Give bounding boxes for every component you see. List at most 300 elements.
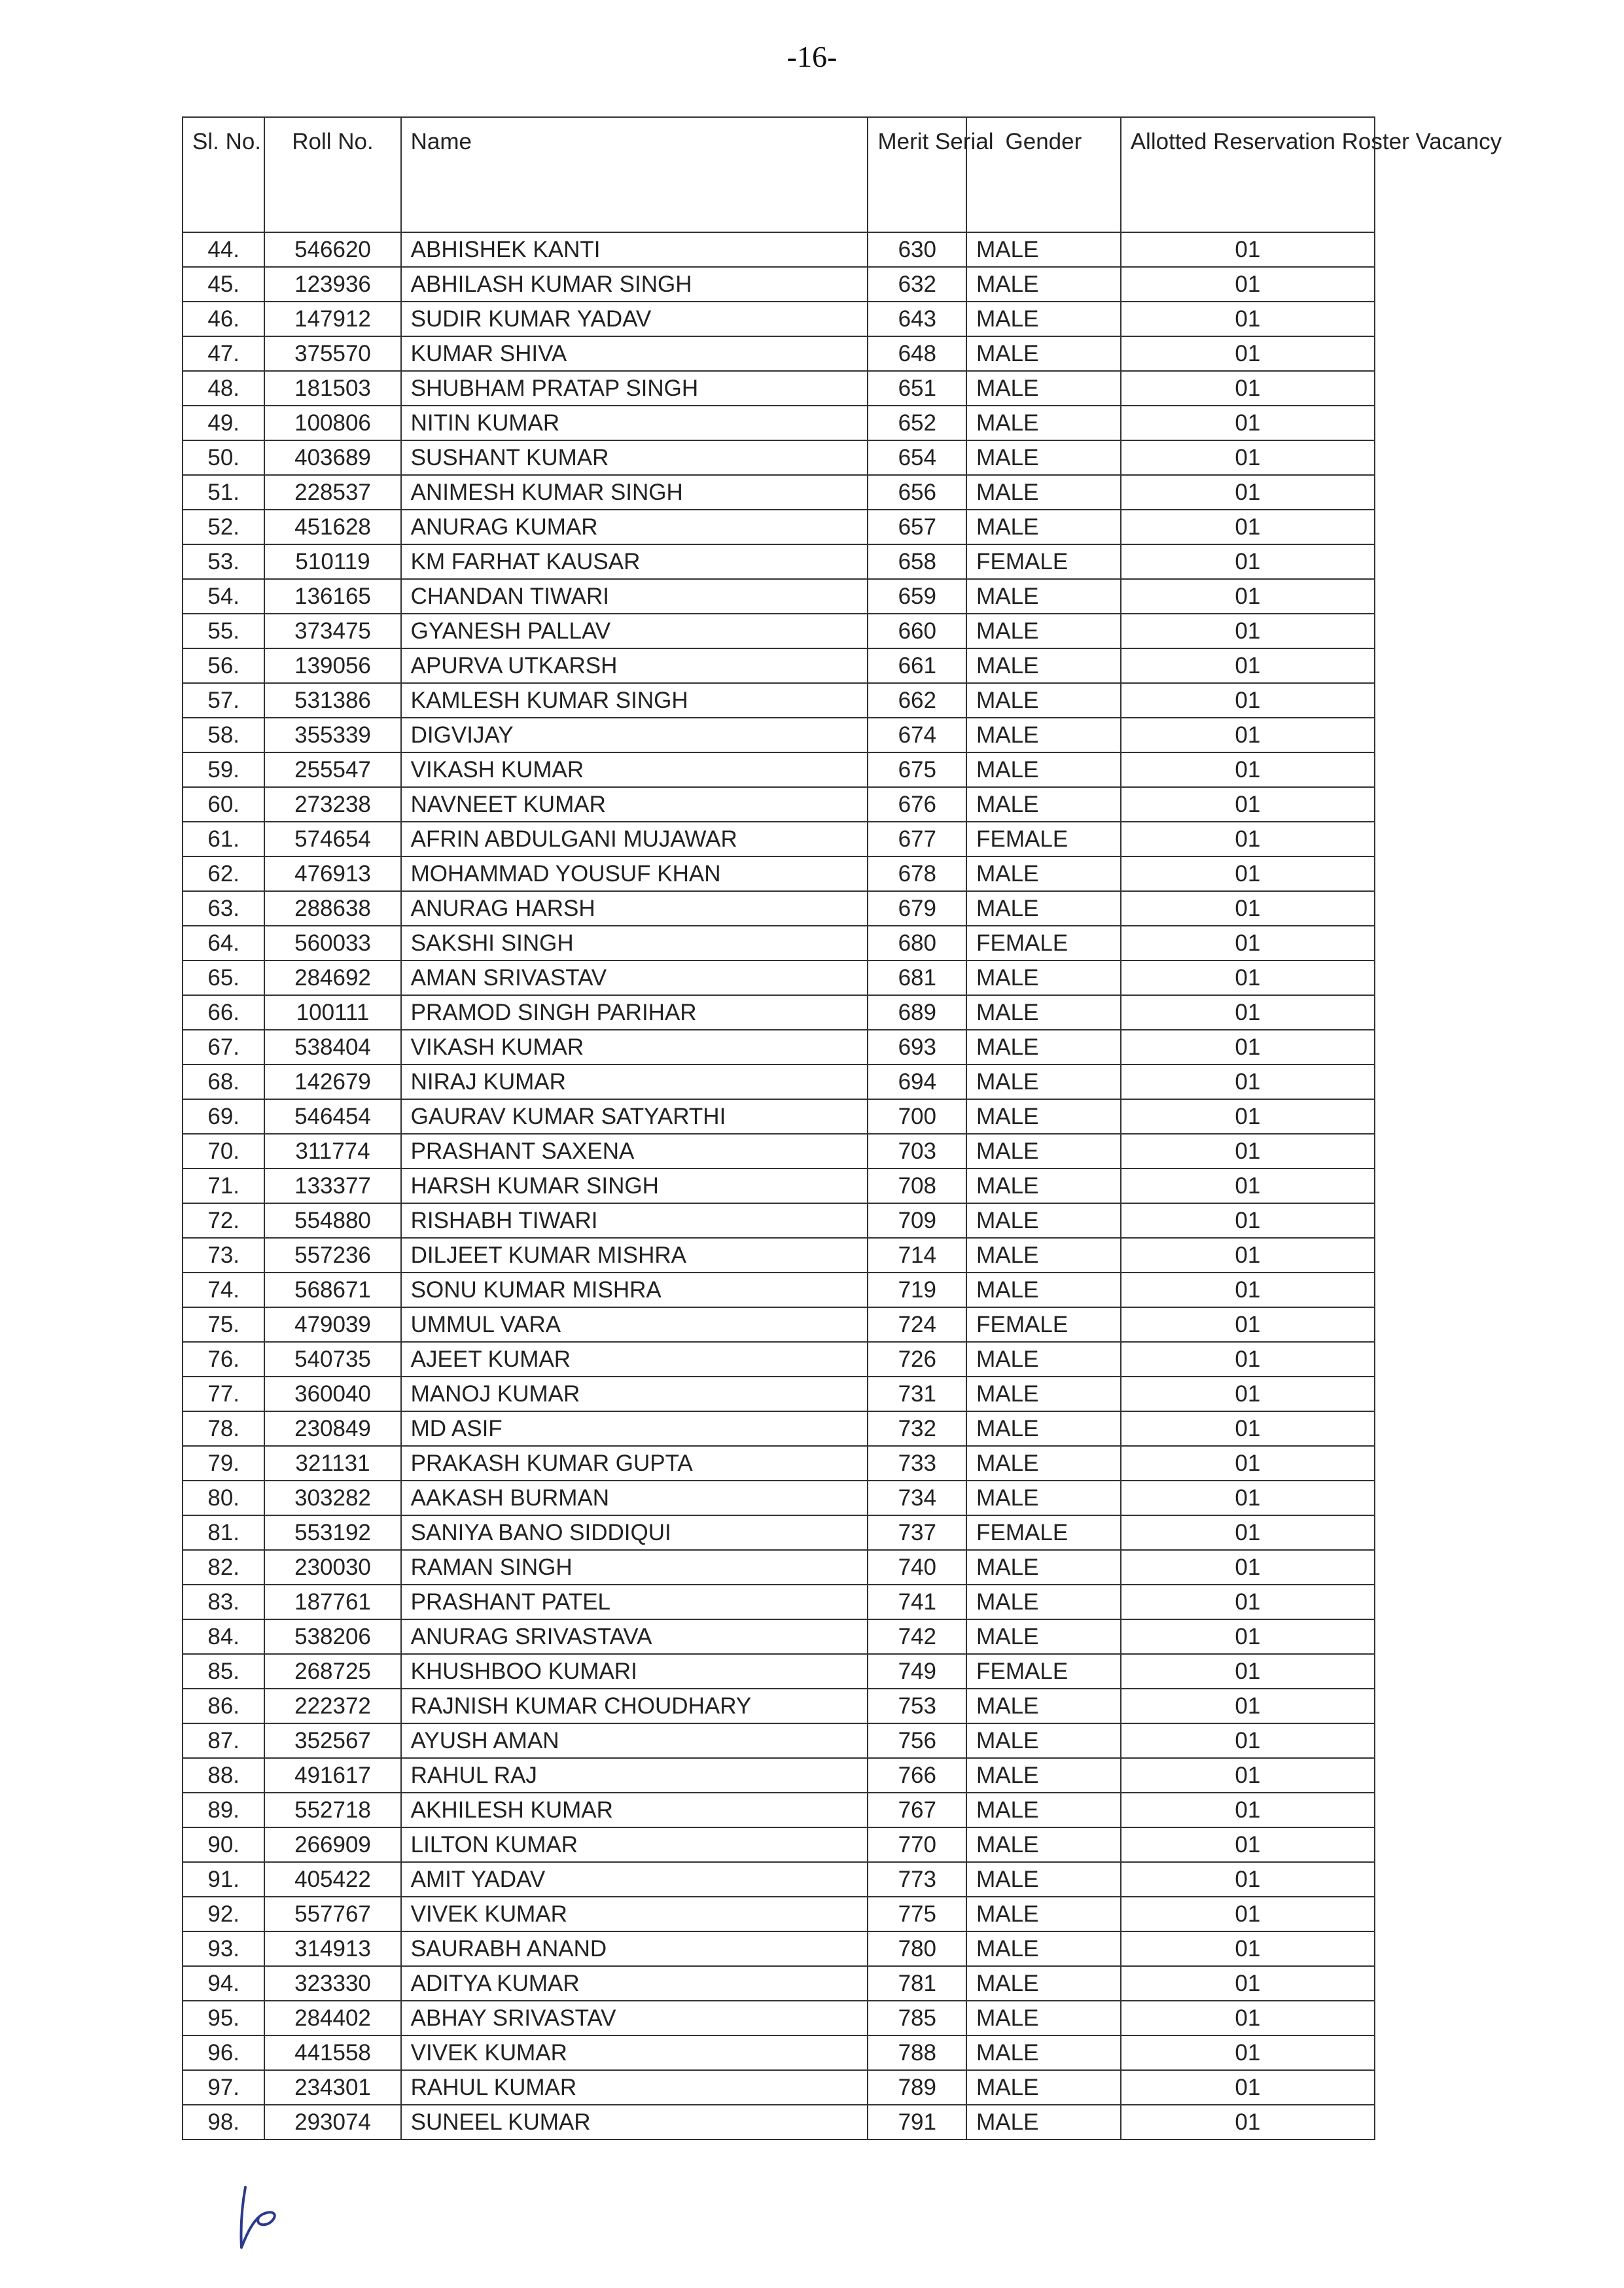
row-merit-serial: 654 <box>868 440 966 475</box>
table-row <box>183 440 1375 475</box>
row-gender: MALE <box>966 579 1121 614</box>
table-row <box>183 1411 1375 1446</box>
row-merit-serial: 791 <box>868 2105 966 2139</box>
row-sl-no: 87. <box>183 1723 264 1758</box>
row-roll-no: 321131 <box>264 1446 400 1481</box>
row-merit-serial: 775 <box>868 1897 966 1931</box>
row-roll-no: 451628 <box>264 510 400 544</box>
row-name: LILTON KUMAR <box>401 1827 868 1862</box>
row-merit-serial: 734 <box>868 1481 966 1515</box>
row-name: SONU KUMAR MISHRA <box>401 1273 868 1307</box>
row-merit-serial: 689 <box>868 995 966 1030</box>
row-gender: MALE <box>966 232 1121 267</box>
table-row <box>183 1203 1375 1238</box>
table-row <box>183 475 1375 510</box>
row-name: AFRIN ABDULGANI MUJAWAR <box>401 822 868 856</box>
row-sl-no: 91. <box>183 1862 264 1897</box>
row-roll-no: 491617 <box>264 1758 400 1793</box>
row-sl-no: 79. <box>183 1446 264 1481</box>
row-merit-serial: 785 <box>868 2001 966 2035</box>
row-roll-no: 147912 <box>264 302 400 336</box>
row-vacancy: 01 <box>1121 406 1375 440</box>
row-sl-no: 68. <box>183 1065 264 1099</box>
row-name: NITIN KUMAR <box>401 406 868 440</box>
row-vacancy: 01 <box>1121 1411 1375 1446</box>
row-name: PRAKASH KUMAR GUPTA <box>401 1446 868 1481</box>
row-merit-serial: 677 <box>868 822 966 856</box>
row-name: SHUBHAM PRATAP SINGH <box>401 371 868 406</box>
row-gender: MALE <box>966 1481 1121 1515</box>
row-roll-no: 288638 <box>264 891 400 926</box>
row-merit-serial: 719 <box>868 1273 966 1307</box>
row-roll-no: 405422 <box>264 1862 400 1897</box>
row-merit-serial: 741 <box>868 1585 966 1619</box>
row-merit-serial: 732 <box>868 1411 966 1446</box>
table-row <box>183 926 1375 960</box>
row-merit-serial: 770 <box>868 1827 966 1862</box>
row-gender: MALE <box>966 1758 1121 1793</box>
row-vacancy: 01 <box>1121 1654 1375 1689</box>
row-sl-no: 44. <box>183 232 264 267</box>
table-row <box>183 1307 1375 1342</box>
row-gender: MALE <box>966 1203 1121 1238</box>
row-sl-no: 60. <box>183 787 264 822</box>
row-sl-no: 85. <box>183 1654 264 1689</box>
row-gender: MALE <box>966 1966 1121 2001</box>
row-sl-no: 51. <box>183 475 264 510</box>
row-merit-serial: 694 <box>868 1065 966 1099</box>
row-gender: FEMALE <box>966 926 1121 960</box>
row-gender: MALE <box>966 475 1121 510</box>
row-roll-no: 538404 <box>264 1030 400 1065</box>
row-sl-no: 67. <box>183 1030 264 1065</box>
row-merit-serial: 657 <box>868 510 966 544</box>
row-gender: MALE <box>966 2105 1121 2139</box>
row-roll-no: 352567 <box>264 1723 400 1758</box>
row-sl-no: 50. <box>183 440 264 475</box>
row-gender: MALE <box>966 302 1121 336</box>
row-merit-serial: 678 <box>868 856 966 891</box>
table-row <box>183 2035 1375 2070</box>
row-gender: MALE <box>966 1793 1121 1827</box>
row-vacancy: 01 <box>1121 2070 1375 2105</box>
row-vacancy: 01 <box>1121 1377 1375 1411</box>
row-sl-no: 74. <box>183 1273 264 1307</box>
table-row <box>183 1030 1375 1065</box>
row-name: KAMLESH KUMAR SINGH <box>401 683 868 718</box>
row-gender: MALE <box>966 267 1121 302</box>
row-name: SANIYA BANO SIDDIQUI <box>401 1515 868 1550</box>
table-row <box>183 1342 1375 1377</box>
row-name: RAHUL KUMAR <box>401 2070 868 2105</box>
row-roll-no: 553192 <box>264 1515 400 1550</box>
row-name: UMMUL VARA <box>401 1307 868 1342</box>
row-sl-no: 92. <box>183 1897 264 1931</box>
row-vacancy: 01 <box>1121 960 1375 995</box>
row-name: VIKASH KUMAR <box>401 1030 868 1065</box>
table-row <box>183 1793 1375 1827</box>
row-sl-no: 54. <box>183 579 264 614</box>
row-merit-serial: 681 <box>868 960 966 995</box>
row-sl-no: 62. <box>183 856 264 891</box>
row-merit-serial: 658 <box>868 544 966 579</box>
row-merit-serial: 753 <box>868 1689 966 1723</box>
table-row <box>183 544 1375 579</box>
row-sl-no: 45. <box>183 267 264 302</box>
row-sl-no: 93. <box>183 1931 264 1966</box>
table-row <box>183 371 1375 406</box>
row-name: SUSHANT KUMAR <box>401 440 868 475</box>
row-name: SAKSHI SINGH <box>401 926 868 960</box>
table-row <box>183 683 1375 718</box>
row-gender: MALE <box>966 510 1121 544</box>
row-merit-serial: 674 <box>868 718 966 752</box>
row-sl-no: 84. <box>183 1619 264 1654</box>
row-sl-no: 88. <box>183 1758 264 1793</box>
row-merit-serial: 660 <box>868 614 966 648</box>
row-sl-no: 83. <box>183 1585 264 1619</box>
row-name: VIVEK KUMAR <box>401 2035 868 2070</box>
row-gender: MALE <box>966 371 1121 406</box>
row-sl-no: 95. <box>183 2001 264 2035</box>
table-row <box>183 891 1375 926</box>
row-roll-no: 574654 <box>264 822 400 856</box>
row-roll-no: 255547 <box>264 752 400 787</box>
row-vacancy: 01 <box>1121 336 1375 371</box>
table-row <box>183 1550 1375 1585</box>
row-vacancy: 01 <box>1121 1515 1375 1550</box>
row-name: ANURAG HARSH <box>401 891 868 926</box>
row-name: PRASHANT SAXENA <box>401 1134 868 1169</box>
row-gender: MALE <box>966 1134 1121 1169</box>
row-merit-serial: 742 <box>868 1619 966 1654</box>
row-name: NAVNEET KUMAR <box>401 787 868 822</box>
row-merit-serial: 662 <box>868 683 966 718</box>
row-sl-no: 69. <box>183 1099 264 1134</box>
table-row <box>183 1897 1375 1931</box>
row-gender: MALE <box>966 1411 1121 1446</box>
row-name: ABHILASH KUMAR SINGH <box>401 267 868 302</box>
row-sl-no: 52. <box>183 510 264 544</box>
row-gender: MALE <box>966 1099 1121 1134</box>
row-sl-no: 80. <box>183 1481 264 1515</box>
table-row <box>183 1689 1375 1723</box>
row-sl-no: 76. <box>183 1342 264 1377</box>
header-row <box>183 117 1375 232</box>
row-name: MANOJ KUMAR <box>401 1377 868 1411</box>
row-merit-serial: 781 <box>868 1966 966 2001</box>
row-sl-no: 75. <box>183 1307 264 1342</box>
row-roll-no: 403689 <box>264 440 400 475</box>
row-vacancy: 01 <box>1121 2105 1375 2139</box>
row-roll-no: 234301 <box>264 2070 400 2105</box>
header-vacancy: Allotted Reservation Roster Vacancy <box>1121 117 1375 232</box>
row-sl-no: 89. <box>183 1793 264 1827</box>
row-vacancy: 01 <box>1121 1931 1375 1966</box>
row-gender: MALE <box>966 960 1121 995</box>
row-gender: FEMALE <box>966 1307 1121 1342</box>
row-gender: MALE <box>966 1827 1121 1862</box>
row-gender: MALE <box>966 1342 1121 1377</box>
row-vacancy: 01 <box>1121 752 1375 787</box>
row-sl-no: 53. <box>183 544 264 579</box>
row-merit-serial: 652 <box>868 406 966 440</box>
row-name: AAKASH BURMAN <box>401 1481 868 1515</box>
row-vacancy: 01 <box>1121 1619 1375 1654</box>
row-merit-serial: 773 <box>868 1862 966 1897</box>
row-vacancy: 01 <box>1121 1169 1375 1203</box>
row-roll-no: 546454 <box>264 1099 400 1134</box>
row-vacancy: 01 <box>1121 891 1375 926</box>
row-name: GYANESH PALLAV <box>401 614 868 648</box>
row-roll-no: 139056 <box>264 648 400 683</box>
row-vacancy: 01 <box>1121 1758 1375 1793</box>
row-roll-no: 100806 <box>264 406 400 440</box>
row-roll-no: 373475 <box>264 614 400 648</box>
row-vacancy: 01 <box>1121 822 1375 856</box>
row-name: RISHABH TIWARI <box>401 1203 868 1238</box>
row-roll-no: 230849 <box>264 1411 400 1446</box>
table-row <box>183 1099 1375 1134</box>
header-gender: Gender <box>966 117 1121 232</box>
row-name: KHUSHBOO KUMARI <box>401 1654 868 1689</box>
table-row <box>183 406 1375 440</box>
row-roll-no: 546620 <box>264 232 400 267</box>
row-roll-no: 554880 <box>264 1203 400 1238</box>
table-row <box>183 822 1375 856</box>
row-name: ANURAG KUMAR <box>401 510 868 544</box>
row-gender: MALE <box>966 1619 1121 1654</box>
table-row <box>183 1134 1375 1169</box>
row-name: ADITYA KUMAR <box>401 1966 868 2001</box>
row-gender: MALE <box>966 1030 1121 1065</box>
row-merit-serial: 709 <box>868 1203 966 1238</box>
row-gender: MALE <box>966 1273 1121 1307</box>
row-vacancy: 01 <box>1121 1065 1375 1099</box>
row-vacancy: 01 <box>1121 1862 1375 1897</box>
row-roll-no: 375570 <box>264 336 400 371</box>
row-gender: MALE <box>966 1550 1121 1585</box>
row-gender: MALE <box>966 1377 1121 1411</box>
row-gender: FEMALE <box>966 822 1121 856</box>
row-roll-no: 552718 <box>264 1793 400 1827</box>
row-vacancy: 01 <box>1121 787 1375 822</box>
row-gender: MALE <box>966 2001 1121 2035</box>
row-gender: MALE <box>966 1931 1121 1966</box>
row-sl-no: 82. <box>183 1550 264 1585</box>
row-sl-no: 86. <box>183 1689 264 1723</box>
row-roll-no: 230030 <box>264 1550 400 1585</box>
row-roll-no: 181503 <box>264 371 400 406</box>
row-merit-serial: 648 <box>868 336 966 371</box>
row-merit-serial: 788 <box>868 2035 966 2070</box>
allotment-table <box>182 116 1502 2140</box>
row-vacancy: 01 <box>1121 2035 1375 2070</box>
row-vacancy: 01 <box>1121 1481 1375 1515</box>
table-row <box>183 856 1375 891</box>
table-row <box>183 752 1375 787</box>
row-merit-serial: 703 <box>868 1134 966 1169</box>
row-name: AYUSH AMAN <box>401 1723 868 1758</box>
row-roll-no: 311774 <box>264 1134 400 1169</box>
row-vacancy: 01 <box>1121 1793 1375 1827</box>
row-sl-no: 49. <box>183 406 264 440</box>
row-sl-no: 56. <box>183 648 264 683</box>
row-vacancy: 01 <box>1121 232 1375 267</box>
table-row <box>183 995 1375 1030</box>
table-row <box>183 648 1375 683</box>
table-row <box>183 2070 1375 2105</box>
row-vacancy: 01 <box>1121 1238 1375 1273</box>
row-sl-no: 57. <box>183 683 264 718</box>
row-merit-serial: 737 <box>868 1515 966 1550</box>
row-name: KM FARHAT KAUSAR <box>401 544 868 579</box>
row-vacancy: 01 <box>1121 1134 1375 1169</box>
table-row <box>183 1273 1375 1307</box>
row-name: RAJNISH KUMAR CHOUDHARY <box>401 1689 868 1723</box>
row-name: APURVA UTKARSH <box>401 648 868 683</box>
row-vacancy: 01 <box>1121 510 1375 544</box>
row-merit-serial: 676 <box>868 787 966 822</box>
row-name: AKHILESH KUMAR <box>401 1793 868 1827</box>
row-sl-no: 98. <box>183 2105 264 2139</box>
row-merit-serial: 766 <box>868 1758 966 1793</box>
row-name: HARSH KUMAR SINGH <box>401 1169 868 1203</box>
row-name: RAMAN SINGH <box>401 1550 868 1585</box>
signature-icon <box>226 2182 291 2254</box>
row-merit-serial: 643 <box>868 302 966 336</box>
table-row <box>183 1169 1375 1203</box>
header-name: Name <box>401 117 868 232</box>
row-sl-no: 77. <box>183 1377 264 1411</box>
row-vacancy: 01 <box>1121 1342 1375 1377</box>
row-merit-serial: 700 <box>868 1099 966 1134</box>
row-roll-no: 222372 <box>264 1689 400 1723</box>
row-roll-no: 568671 <box>264 1273 400 1307</box>
row-merit-serial: 731 <box>868 1377 966 1411</box>
row-gender: MALE <box>966 406 1121 440</box>
row-merit-serial: 659 <box>868 579 966 614</box>
row-gender: FEMALE <box>966 1515 1121 1550</box>
table-row <box>183 336 1375 371</box>
row-vacancy: 01 <box>1121 718 1375 752</box>
row-sl-no: 70. <box>183 1134 264 1169</box>
row-roll-no: 540735 <box>264 1342 400 1377</box>
row-roll-no: 123936 <box>264 267 400 302</box>
row-merit-serial: 651 <box>868 371 966 406</box>
row-gender: MALE <box>966 648 1121 683</box>
row-gender: MALE <box>966 1585 1121 1619</box>
row-gender: MALE <box>966 440 1121 475</box>
row-name: AMAN SRIVASTAV <box>401 960 868 995</box>
row-merit-serial: 714 <box>868 1238 966 1273</box>
row-merit-serial: 675 <box>868 752 966 787</box>
row-sl-no: 59. <box>183 752 264 787</box>
row-name: SUNEEL KUMAR <box>401 2105 868 2139</box>
row-gender: MALE <box>966 718 1121 752</box>
row-gender: MALE <box>966 1897 1121 1931</box>
row-roll-no: 557767 <box>264 1897 400 1931</box>
row-gender: MALE <box>966 683 1121 718</box>
row-vacancy: 01 <box>1121 371 1375 406</box>
row-name: NIRAJ KUMAR <box>401 1065 868 1099</box>
row-roll-no: 266909 <box>264 1827 400 1862</box>
row-gender: MALE <box>966 752 1121 787</box>
row-roll-no: 314913 <box>264 1931 400 1966</box>
row-roll-no: 268725 <box>264 1654 400 1689</box>
table-row <box>183 232 1375 267</box>
row-gender: MALE <box>966 2070 1121 2105</box>
row-vacancy: 01 <box>1121 1585 1375 1619</box>
row-sl-no: 94. <box>183 1966 264 2001</box>
row-name: ANURAG SRIVASTAVA <box>401 1619 868 1654</box>
table-row <box>183 1723 1375 1758</box>
table-row <box>183 1585 1375 1619</box>
row-vacancy: 01 <box>1121 1897 1375 1931</box>
page-number: -16- <box>786 40 838 73</box>
row-gender: MALE <box>966 336 1121 371</box>
row-sl-no: 78. <box>183 1411 264 1446</box>
row-sl-no: 97. <box>183 2070 264 2105</box>
row-vacancy: 01 <box>1121 544 1375 579</box>
table-body <box>183 232 1375 2139</box>
row-sl-no: 90. <box>183 1827 264 1862</box>
row-sl-no: 48. <box>183 371 264 406</box>
row-vacancy: 01 <box>1121 1723 1375 1758</box>
row-vacancy: 01 <box>1121 1827 1375 1862</box>
row-merit-serial: 789 <box>868 2070 966 2105</box>
row-merit-serial: 726 <box>868 1342 966 1377</box>
row-merit-serial: 733 <box>868 1446 966 1481</box>
row-roll-no: 557236 <box>264 1238 400 1273</box>
table-row <box>183 718 1375 752</box>
table-row <box>183 267 1375 302</box>
row-vacancy: 01 <box>1121 440 1375 475</box>
table-row <box>183 614 1375 648</box>
row-sl-no: 46. <box>183 302 264 336</box>
row-roll-no: 284402 <box>264 2001 400 2035</box>
row-vacancy: 01 <box>1121 995 1375 1030</box>
row-sl-no: 64. <box>183 926 264 960</box>
row-gender: MALE <box>966 995 1121 1030</box>
row-vacancy: 01 <box>1121 926 1375 960</box>
row-sl-no: 72. <box>183 1203 264 1238</box>
row-sl-no: 96. <box>183 2035 264 2070</box>
row-gender: MALE <box>966 1238 1121 1273</box>
table-row <box>183 1377 1375 1411</box>
row-roll-no: 228537 <box>264 475 400 510</box>
table-row <box>183 1238 1375 1273</box>
row-name: ABHAY SRIVASTAV <box>401 2001 868 2035</box>
row-name: CHANDAN TIWARI <box>401 579 868 614</box>
row-merit-serial: 693 <box>868 1030 966 1065</box>
row-vacancy: 01 <box>1121 2001 1375 2035</box>
row-roll-no: 293074 <box>264 2105 400 2139</box>
table-row <box>183 1446 1375 1481</box>
table-row <box>183 510 1375 544</box>
row-vacancy: 01 <box>1121 1966 1375 2001</box>
row-sl-no: 55. <box>183 614 264 648</box>
table-row <box>183 2105 1375 2139</box>
row-vacancy: 01 <box>1121 579 1375 614</box>
row-roll-no: 142679 <box>264 1065 400 1099</box>
row-name: VIVEK KUMAR <box>401 1897 868 1931</box>
row-gender: MALE <box>966 787 1121 822</box>
row-name: SUDIR KUMAR YADAV <box>401 302 868 336</box>
row-roll-no: 360040 <box>264 1377 400 1411</box>
row-merit-serial: 780 <box>868 1931 966 1966</box>
row-vacancy: 01 <box>1121 1099 1375 1134</box>
